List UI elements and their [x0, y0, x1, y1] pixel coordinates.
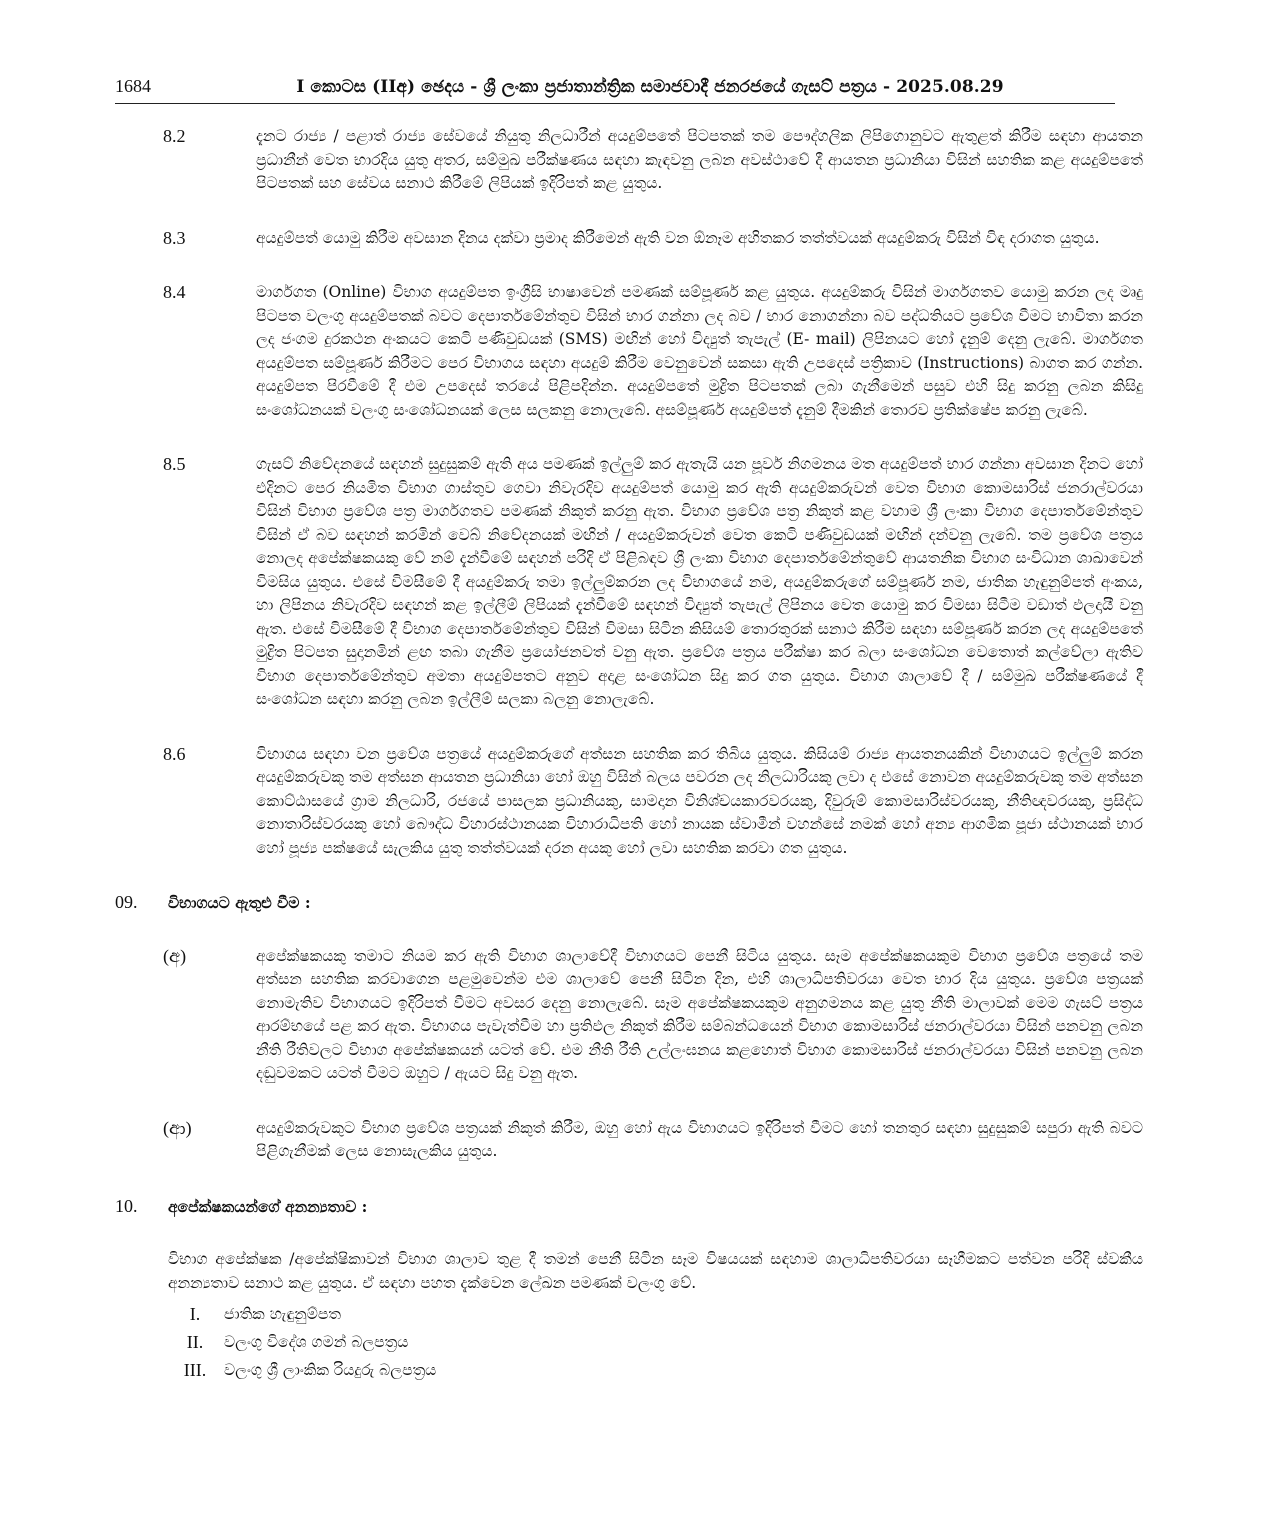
clause-8-6	[115, 743, 1143, 861]
section-9-heading	[115, 891, 1143, 915]
page-number: 1684	[115, 76, 151, 96]
clause-9-a	[115, 945, 1143, 1086]
clause-text: අයදුම්පත් යොමු කිරීම අවසාන දිනය දක්වා ප්‍රමාද කිරීමෙන් ඇති වන ඕනෑම අහිතකර තත්ත්වයක් අයදුම්කරු විසින් විඳ දරාගත යුතුය.	[256, 228, 1100, 247]
section-10-heading	[115, 1195, 1143, 1219]
clause-text: විභාගය සඳහා වන ප්‍රවේශ පත්‍රයේ අයදුම්කරුගේ අත්සන සහතික කර තිබිය යුතුය. කිසියම් රාජ්‍ය ආයතනයකින් විභාගයට ඉල්ලුම් කරන අයදුම්කරුවකු තම අත්සන ආයතන ප්‍රධානියා හෝ ඔහු විසින් බලය පවරන ලද නිලධාරියකු ලවා ද එසේ නොවන අයදුම්කරුවකු තම අත්සන කොට්ඨාසයේ ග්‍රාම නිලධාරි, රජයේ පාසලක ප්‍රධානියකු, සාමදාන විනිශ්චයකාරවරයකු, දිවුරුම් කොමසාරිස්වරයකු, නීතිඥවරයකු, ප්‍රසිද්ධ නොතාරිස්වරයකු හෝ බෞද්ධ විහාරස්ථානයක විහාරාධිපති හෝ නායක ස්වාමීන් වහන්සේ නමක් හෝ අන්‍ය ආගමික පූජා ස්ථානයක් භාර හෝ පූජ්‍ය පක්ෂයේ සැලකිය යුතු තත්ත්වයක් දරන අයකු හෝ ලවා සහතික කරවා ගත යුතුය.	[256, 744, 1143, 857]
clause-label: (අ)	[163, 945, 187, 966]
list-text: ජාතික හැඳුනුම්පත	[224, 1305, 341, 1324]
clause-number: 8.5	[163, 454, 186, 474]
list-item	[170, 1301, 1143, 1329]
clause-9-aa	[115, 1117, 1143, 1164]
clause-label: (ආ)	[163, 1117, 192, 1138]
list-text: වලංගු ශ්‍රී ලාංකික රියදුරු බලපත්‍රය	[224, 1361, 437, 1380]
list-item	[170, 1329, 1143, 1357]
identity-document-list	[170, 1301, 1143, 1385]
clause-text: මාර්ගගත (Online) විභාග අයදුම්පත ඉංග්‍රීසි භාෂාවෙන් පමණක් සම්පූර්ණ කළ යුතුය. අයදුම්කරු විසින් මාර්ගගතව යොමු කරන ලද මෘදු පිටපත වලංගු අයදුම්පතක් බවට දෙපාර්තමේන්තුව විසින් භාර ගන්නා ලද බව / භාර නොගන්නා බව පද්ධතියට ප්‍රවේශ වීමට භාවිතා කරන ලද ජංගම දුරකථන අංකයට කෙටි පණිවුඩයක් (SMS) මඟින් හෝ විද්‍යුත් තැපැල් (E- mail) ලිපිනයට හෝ දැනුම් දෙනු ලැබේ. මාර්ගගත අයදුම්පත සම්පූර්ණ කිරීමට පෙර විභාගය සඳහා අයදුම් කිරීම වෙනුවෙන් සකසා ඇති උපදෙස් පත්‍රිකාව (Instructions) බාගත කර ගන්න. අයදුම්පත පිරවීමේ දී එම උපදෙස් තරයේ පිළිපදින්න. අයදුම්පතේ මුද්‍රිත පිටපතක් ලබා ගැනීමෙන් පසුව එහි සිදු කරනු ලබන කිසිදු සංශෝධනයක් වලංගු සංශෝධනයක් ලෙස සලකනු නොලැබේ. අසම්පූර්ණ අයදුම්පත් දැනුම් දීමකින් තොරව ප්‍රතික්ෂේප කරනු ලැබේ.	[256, 283, 1143, 419]
list-number: I.	[189, 1304, 201, 1325]
clause-number: 8.4	[163, 282, 186, 302]
list-item	[170, 1357, 1143, 1385]
section-number: 09.	[115, 892, 138, 912]
list-number: III.	[183, 1360, 207, 1381]
clause-text: දැනට රාජ්‍ය / පළාත් රාජ්‍ය සේවයේ නියුතු නිලධාරීන් අයදුම්පතේ පිටපතක් තම පෞද්ගලික ලිපිගොනුවට ඇතුළත් කිරීම සඳහා ආයතන ප්‍රධානීන් වෙත භාරදිය යුතු අතර, සම්මුඛ පරීක්ෂණය සඳහා කැඳවනු ලබන අවස්ථාවේ දී ආයතන ප්‍රධානියා විසින් සහතික කළ අයදුම්පතේ පිටපතක් සහ සේවය සනාථ කිරීමේ ලිපියක් ඉදිරිපත් කළ යුතුය.	[256, 127, 1143, 192]
clause-number: 8.6	[163, 743, 186, 764]
page-content	[115, 125, 1143, 1385]
clause-8-2	[115, 125, 1143, 196]
list-text: වලංගු විදේශ ගමන් බලපත්‍රය	[224, 1333, 409, 1352]
list-number: II.	[186, 1332, 204, 1353]
section-10-text: විභාග අපේක්ෂක /අපේක්ෂිකාවන් විභාග ශාලාව තුළ දී තමන් පෙනී සිටින සෑම විෂයයක් සඳහාම ශාලාධිපතිවරයා සෑහීමකට පත්වන පරිදි ස්වකීය අනන්‍යතාව සනාථ කළ යුතුය. ඒ සඳහා පහත දැක්වෙන ලේඛන පමණක් වලංගු වේ.	[168, 1250, 1143, 1292]
clause-8-5	[115, 453, 1143, 712]
page-header	[115, 76, 1115, 104]
clause-text: අපේක්ෂකයකු තමාට නියම කර ඇති විභාග ශාලාවේදී විභාගයට පෙනී සිටිය යුතුය. සෑම අපේක්ෂකයකුම විභාග ප්‍රවේශ පත්‍රයේ තම අත්සන සහතික කරවාගෙන පළමුවෙන්ම එම ශාලාවේ පෙනී සිටින දින, එහි ශාලාධිපතිවරයා වෙත භාර දිය යුතුය. ප්‍රවේශ පත්‍රයක් නොමැතිව විභාගයට ඉදිරිපත් වීමට අවසර දෙනු නොලැබේ. සෑම අපේක්ෂකයකුම අනුගමනය කළ යුතු නීති මාලාවක් මෙම ගැසට් පත්‍රය ආරම්භයේ පළ කර ඇත. විභාගය පැවැත්වීම හා ප්‍රතිඵල නිකුත් කිරීම සම්බන්ධයෙන් විභාග කොමසාරිස් ජනරාල්වරයා විසින් පනවනු ලබන නීති රීතිවලට විභාග අපේක්ෂකයන් යටත් වේ. එම නීති රීති උල්ලංඝනය කළහොත් විභාග කොමසාරිස් ජනරාල්වරයා විසින් පනවනු ලබන දඬුවමකට යටත් වීමට ඔහුට / ඇයට සිදු වනු ඇත.	[256, 946, 1143, 1082]
clause-number: 8.2	[163, 126, 186, 146]
clause-text: අයදුම්කරුවකුට විභාග ප්‍රවේශ පත්‍රයක් නිකුත් කිරීම, ඔහු හෝ ඇය විභාගයට ඉදිරිපත් වීමට හෝ තනතුර සඳහා සුදුසුකම් සපුරා ඇති බවට පිළිගැනීමක් ලෙස නොසැලකිය යුතුය.	[256, 1118, 1143, 1160]
gazette-title: I කොටස (IIඅ) ඡෙදය - ශ්‍රී ලංකා ප්‍රජාතාන්ත්‍රික සමාජවාදී ජනරජයේ ගැසට් පත්‍රය - 2025.08.29	[296, 77, 1004, 97]
clause-number: 8.3	[163, 227, 186, 248]
section-title: විභාගයට ඇතුළු වීම :	[168, 893, 311, 912]
clause-8-3	[115, 227, 1143, 251]
clause-text: ගැසට් නිවේදනයේ සඳහන් සුදුසුකම් ඇති අය පමණක් ඉල්ලුම් කර ඇතැයි යන පූර්ව නිගමනය මත අයදුම්පත් භාර ගන්නා අවසාන දිනට හෝ එදිනට පෙර නියමිත විභාග ගාස්තුව ගෙවා නිවැරදිව අයදුම්පත් යොමු කර ඇති අයදුම්කරුවන් වෙත විභාග කොමසාරිස් ජනරාල්වරයා විසින් විභාග ප්‍රවේශ පත්‍ර මාර්ගගතව පමණක් නිකුත් කරනු ඇත. විභාග ප්‍රවේශ පත්‍ර නිකුත් කළ වහාම ශ්‍රී ලංකා විභාග දෙපාර්තමේන්තුව විසින් ඒ බව සඳහන් කරමින් වෙබ් නිවේදනයක් මඟින් / අයදුම්කරුවන් වෙත කෙටි පණිවුඩයක් මඟින් දන්වනු ලැබේ. තම ප්‍රවේශ පත්‍රය නොලද අපේක්ෂකයකු වේ නම් දැන්වීමේ සඳහන් පරිදි ඒ පිළිබඳව ශ්‍රී ලංකා විභාග දෙපාර්තමේන්තුවේ ආයතනික විභාග සංවිධාන ශාඛාවෙන් විමසිය යුතුය. එසේ විමසීමේ දී අයදුම්කරු තමා ඉල්ලුම්කරන ලද විභාගයේ නම, අයදුම්කරුගේ සම්පූර්ණ නම, ජාතික හැඳුනුම්පත් අංකය, හා ලිපිනය නිවැරදිව සඳහන් කළ ඉල්ලීම් ලිපියක් දැන්වීමේ සඳහන් විද්‍යුත් තැපැල් ලිපිනය වෙත යොමු කර විමසා සිටීම වඩාත් ඵලදායී වනු ඇත. එසේ විමසීමේ දී විභාග දෙපාර්තමේන්තුව විසින් විමසා සිටින කිසියම් තොරතුරක් සනාථ කිරීම සඳහා සම්පූර්ණ කරන ලද අයදුම්පතේ මුද්‍රිත පිටපත සුදානමින් ළඟ තබා ගැනීම ප්‍රයෝජනවත් වනු ඇත. ප්‍රවේශ පත්‍රය පරීක්ෂා කර බලා සංශෝධන වෙතොත් කල්වේලා ඇතිව විභාග දෙපාර්තමේන්තුව අමතා අයදුම්පතට අනුව අදාළ සංශෝධන සිදු කර ගත යුතුය. විභාග ශාලාවේ දී / සම්මුඛ පරීක්ෂණයේ දී සංශෝධන සඳහා කරනු ලබන ඉල්ලීම් සලකා බලනු නොලැබේ.	[256, 455, 1143, 708]
section-title: අපේක්ෂකයන්ගේ අනන්‍යතාව :	[168, 1196, 368, 1216]
section-number: 10.	[115, 1195, 138, 1216]
clause-8-4	[115, 281, 1143, 422]
